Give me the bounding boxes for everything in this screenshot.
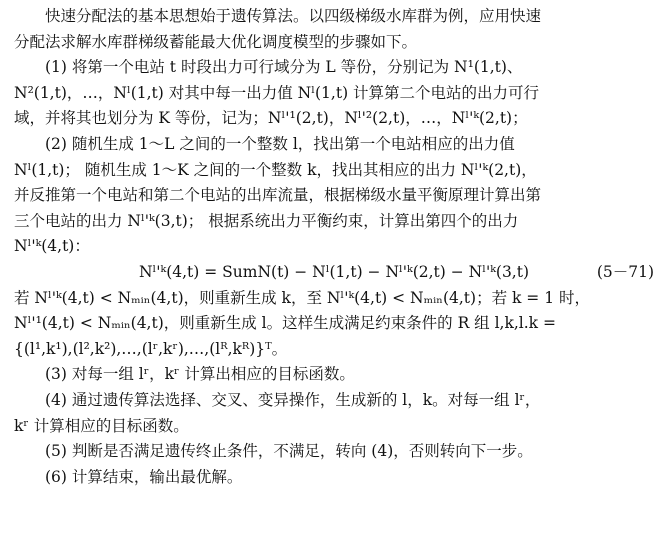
text-line: (3) 对每一组 lʳ，kʳ 计算出相应的目标函数。 [45,365,355,384]
text-line: 若 Nˡ'ᵏ(4,t) < Nₘᵢₙ(4,t)，则重新生成 k，至 Nˡ'ᵏ(4,t) < Nₘᵢₙ(4,t)；若 k = 1 时， [14,288,591,307]
text-line: Nˡ'¹(4,t) < Nₘᵢₙ(4,t)，则重新生成 l。这样生成满足约束条件的 R 组 l,k,l.k = [14,314,556,333]
text-line: Nˡ(1,t)； 随机生成 1～K 之间的一个整数 k，找出其相应的出力 Nˡ'ᵏ(2,t)， [14,160,537,179]
text-line: 域，并将其也划分为 K 等份，记为；Nˡ'¹(2,t)，Nˡ'²(2,t)，…，Nˡ'ᵏ(2,t)； [14,109,528,128]
equation-number: (5－71) [596,262,654,281]
text-line: 分配法求解水库群梯级蓄能最大优化调度模型的步骤如下。 [14,32,418,51]
equation-formula: Nˡ'ᵏ(4,t) = SumN(t) − Nˡ(1,t) − Nˡ'ᵏ(2,t) − Nˡ'ᵏ(3,t) [138,262,530,281]
text-line: (5) 判断是否满足遗传终止条件，不满足，转向 (4)，否则转向下一步。 [45,442,533,461]
text-line: (2) 随机生成 1～L 之间的一个整数 l，找出第一个电站相应的出力值 [45,134,515,153]
text-line: 三个电站的出力 Nˡ'ᵏ(3,t)； 根据系统出力平衡约束，计算出第四个的出力 [14,211,519,230]
text-line: Nˡ'ᵏ(4,t)： [14,237,90,256]
text-line: (6) 计算结束，输出最优解。 [45,467,243,486]
text-line: (4) 通过遗传算法选择、交叉、变异操作，生成新的 l，k。对每一组 lʳ， [45,390,541,409]
equation-line [14,260,654,286]
text-line: 快速分配法的基本思想始于遗传算法。以四级梯级水库群为例，应用快速 [45,7,542,25]
text-line: N²(1,t)，…，Nˡ(1,t) 对其中每一出力值 Nˡ(1,t) 计算第二个电站的出力可行 [14,83,540,102]
text-line: kʳ 计算相应的目标函数。 [14,416,189,435]
text-line: (1) 将第一个电站 t 时段出力可行域分为 L 等份，分别记为 N¹(1,t)、 [45,58,523,77]
text-line: {(l¹,k¹),(l²,k²),…,(lʳ,kʳ),…,(lᴿ,kᴿ)}ᵀ。 [14,339,288,358]
text-line: 并反推第一个电站和第二个电站的出库流量，根据梯级水量平衡原理计算出第 [14,186,542,205]
